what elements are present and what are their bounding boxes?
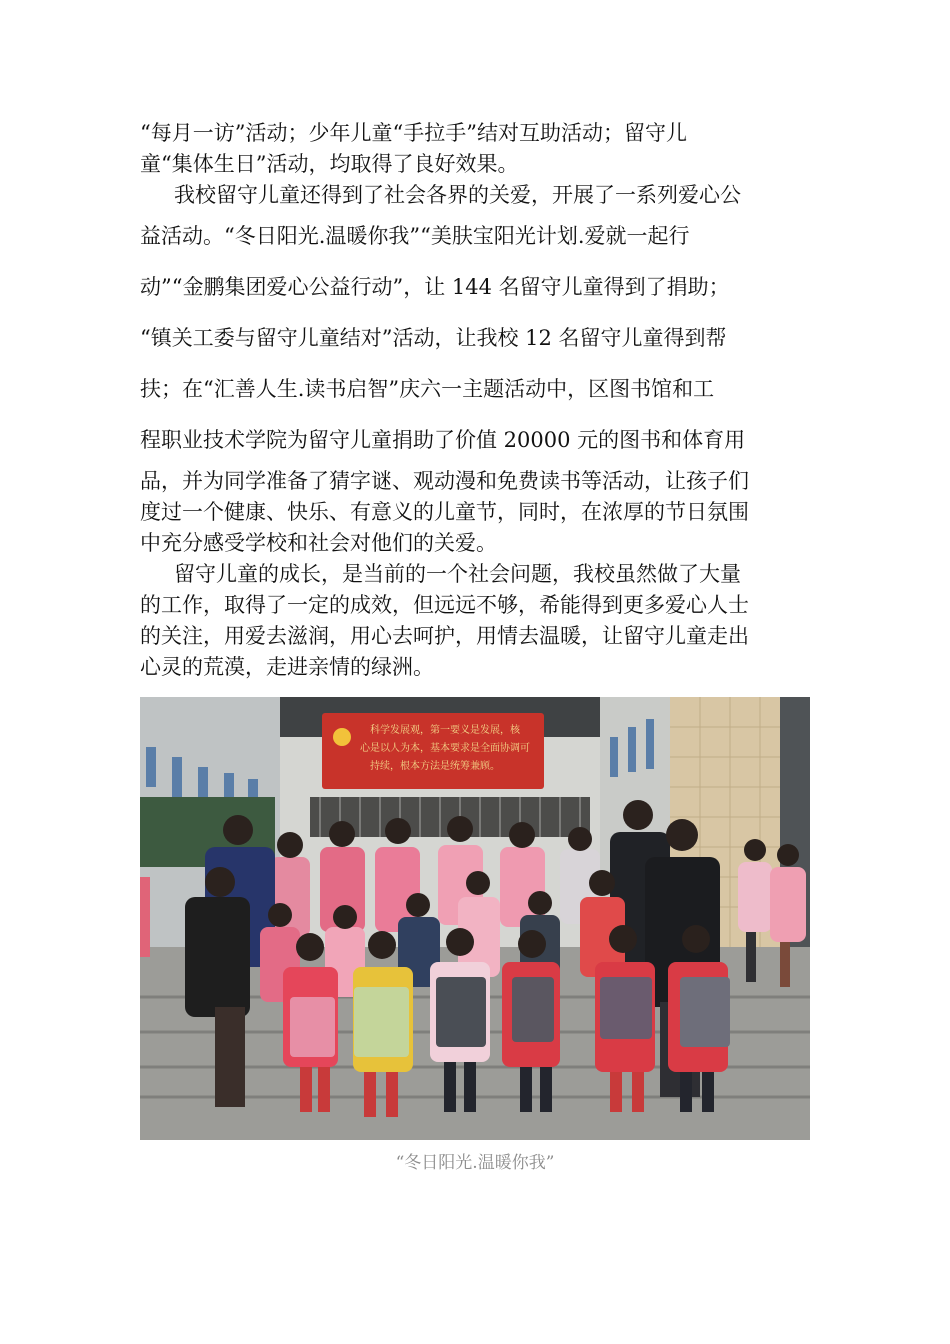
text-line: 留守儿童的成长，是当前的一个社会问题，我校虽然做了大量 xyxy=(174,562,741,586)
text-line: 程职业技术学院为留守儿童捐助了价值 20000 元的图书和体育用 xyxy=(140,428,746,452)
text-line: “每月一访”活动；少年儿童“手拉手”结对互助活动；留守儿 xyxy=(140,121,687,145)
text-line: 的关注，用爱去滋润，用心去呵护，用情去温暖，让留守儿童走出 xyxy=(140,624,749,648)
text-line: 心灵的荒漠，走进亲情的绿洲。 xyxy=(140,655,434,679)
banner-line: 持续，根本方法是统筹兼顾。 xyxy=(370,761,500,772)
text-line: 童“集体生日”活动，均取得了良好效果。 xyxy=(140,152,519,176)
banner-line: 科学发展观，第一要义是发展，核 xyxy=(370,725,520,736)
banner-line: 心是以人为本，基本要求是全面协调可 xyxy=(360,743,530,754)
photo-illustration xyxy=(140,697,810,1140)
text-line: 中充分感受学校和社会对他们的关爱。 xyxy=(140,531,497,555)
article-body xyxy=(140,118,812,683)
text-line: “镇关工委与留守儿童结对”活动，让我校 12 名留守儿童得到帮 xyxy=(140,326,727,350)
group-photo xyxy=(140,697,810,1140)
text-line: 品，并为同学准备了猜字谜、观动漫和免费读书等活动，让孩子们 xyxy=(140,469,749,493)
text-line: 我校留守儿童还得到了社会各界的关爱，开展了一系列爱心公 xyxy=(174,183,741,207)
text-line: 的工作，取得了一定的成效，但远远不够，希能得到更多爱心人士 xyxy=(140,593,749,617)
text-line: 度过一个健康、快乐、有意义的儿童节，同时，在浓厚的节日氛围 xyxy=(140,500,749,524)
photo-caption: “冬日阳光.温暖你我” xyxy=(395,1153,555,1173)
text-line: 动”“金鹏集团爱心公益行动”，让 144 名留守儿童得到了捐助； xyxy=(140,275,730,299)
text-line: 扶；在“汇善人生.读书启智”庆六一主题活动中，区图书馆和工 xyxy=(140,377,715,401)
text-line: 益活动。“冬日阳光.温暖你我”“美肤宝阳光计划.爱就一起行 xyxy=(140,224,690,248)
